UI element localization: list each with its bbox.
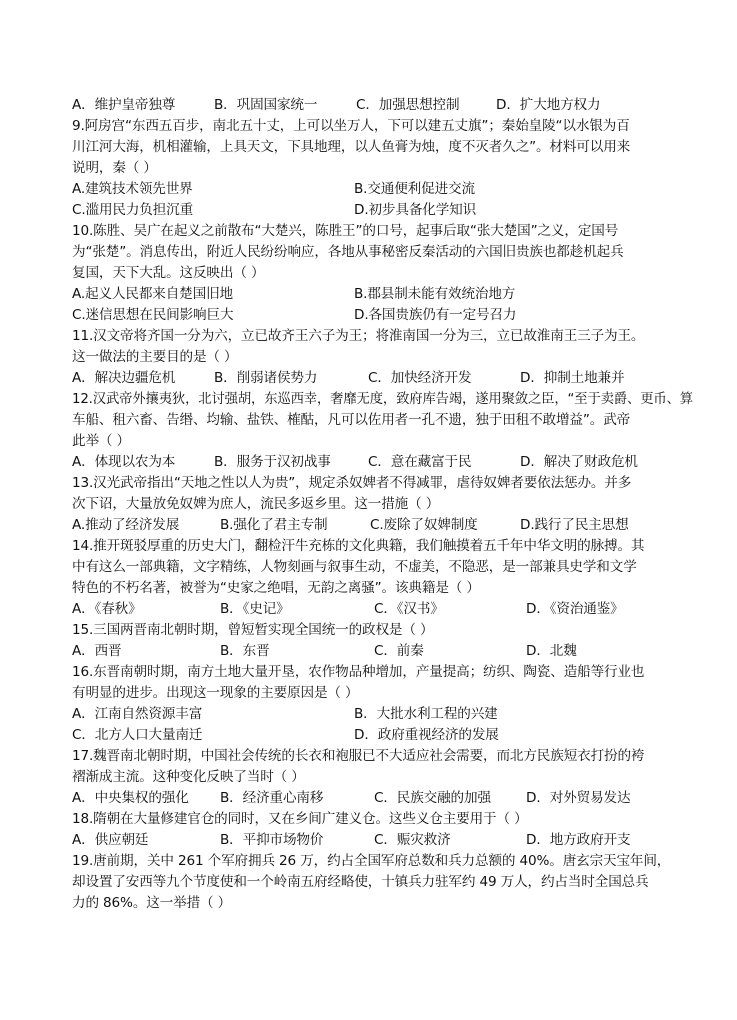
q17-option-a: A．中央集权的强化 — [72, 790, 189, 806]
q11-option-c: C．加快经济开发 — [368, 370, 472, 386]
q16-option-a: A．江南自然资源丰富 — [72, 706, 203, 722]
q18-options — [0, 831, 737, 849]
q15-options — [0, 642, 737, 660]
q8-option-c: C．加强思想控制 — [356, 97, 460, 113]
q9-options-row-1 — [0, 180, 737, 198]
q17-option-c: C．民族交融的加强 — [374, 790, 491, 806]
q16-option-d: D．政府重视经济的发展 — [354, 727, 499, 743]
q12-option-a: A．体现以农为本 — [72, 454, 176, 470]
q18-option-a: A．供应朝廷 — [72, 832, 149, 848]
q17-options — [0, 789, 737, 807]
q9-option-d: D.初步具备化学知识 — [354, 202, 477, 218]
q15-stem-line-1: 15.三国两晋南北朝时期，曾短暂实现全国统一的政权是（ ） — [72, 622, 434, 638]
q17-option-b: B．经济重心南移 — [220, 790, 324, 806]
q8-option-a: A．维护皇帝独尊 — [72, 97, 176, 113]
q16-options-row-2 — [0, 726, 737, 744]
q17-option-d: D．对外贸易发达 — [526, 790, 631, 806]
q19-stem-line-3: 力的 86%。这一举措（ ） — [72, 895, 232, 911]
q10-option-c: C.迷信思想在民间影响巨大 — [72, 307, 234, 323]
q13-stem-line-2: 次下诏，大量放免奴婢为庶人，流民多返乡里。这一措施（ ） — [72, 496, 440, 512]
q10-stem-line-2: 为“张楚”。消息传出，附近人民纷纷响应，各地从事秘密反秦活动的六国旧贵族也都趁机起兵 — [72, 244, 624, 260]
q9-options-row-2 — [0, 201, 737, 219]
q9-option-c: C.滥用民力负担沉重 — [72, 202, 194, 218]
q11-option-b: B．削弱诸侯势力 — [214, 370, 318, 386]
q13-option-c: C.废除了奴婢制度 — [370, 517, 478, 533]
q12-stem-line-1: 12.汉武帝外攘夷狄，北讨强胡，东巡西幸，奢靡无度，致府库告竭，遂用聚敛之臣，“至于卖爵、更币、算 — [72, 391, 694, 407]
q10-options-row-2 — [0, 306, 737, 324]
q16-option-b: B．大批水利工程的兴建 — [354, 706, 498, 722]
q15-option-c: C．前秦 — [374, 643, 424, 659]
q14-options — [0, 600, 737, 618]
q12-options — [0, 453, 737, 471]
q16-stem-line-1: 16.东晋南朝时期，南方土地大量开垦，农作物品种增加，产量提高；纺织、陶瓷、造船等行业也 — [72, 664, 645, 680]
q14-option-a: A．《春秋》 — [72, 601, 142, 617]
q14-option-b: B．《史记》 — [220, 601, 290, 617]
q16-option-c: C．北方人口大量南迁 — [72, 727, 203, 743]
q17-stem-line-1: 17.魏晋南北朝时期，中国社会传统的长衣和袍服已不大适应社会需要，而北方民族短衣打扮的袴 — [72, 748, 645, 764]
q13-option-b: B.强化了君主专制 — [220, 517, 328, 533]
q18-option-b: B．平抑市场物价 — [220, 832, 324, 848]
q8-option-b: B．巩固国家统一 — [214, 97, 318, 113]
q9-option-a: A.建筑技术领先世界 — [72, 181, 193, 197]
q8-option-d: D．扩大地方权力 — [496, 97, 601, 113]
q11-option-d: D．抑制土地兼并 — [520, 370, 625, 386]
q14-option-c: C．《汉书》 — [374, 601, 444, 617]
q17-stem-line-2: 褶渐成主流。这种变化反映了当时（ ） — [72, 769, 305, 785]
q14-stem-line-1: 14.推开斑驳厚重的历史大门，翻检汗牛充栋的文化典籍，我们触摸着五千年中华文明的脉搏。其 — [72, 538, 645, 554]
q11-options — [0, 369, 737, 387]
q18-option-d: D．地方政府开支 — [526, 832, 631, 848]
q14-stem-line-3: 特色的不朽名著，被誉为“史家之绝唱，无韵之离骚”。该典籍是（ ） — [72, 580, 480, 596]
q13-option-d: D.践行了民主思想 — [520, 517, 629, 533]
q15-option-a: A．西晋 — [72, 643, 122, 659]
q9-stem-line-1: 9.阿房宫“东西五百步，南北五十丈，上可以坐万人，下可以建五丈旗”；秦始皇陵“以水银为百 — [72, 118, 630, 134]
q15-option-b: B．东晋 — [220, 643, 270, 659]
q10-options-row-1 — [0, 285, 737, 303]
q8-options — [0, 96, 737, 114]
q15-option-d: D．北魏 — [526, 643, 577, 659]
q16-options-row-1 — [0, 705, 737, 723]
q11-stem-line-2: 这一做法的主要目的是（ ） — [72, 349, 238, 365]
q18-option-c: C．赈灾救济 — [374, 832, 451, 848]
q9-option-b: B.交通便利促进交流 — [354, 181, 475, 197]
q19-stem-line-1: 19.唐前期，关中 261 个军府拥兵 26 万，约占全国军府总数和兵力总额的 40%。唐玄宗天宝年间， — [72, 853, 671, 869]
q10-option-b: B.郡县制未能有效统治地方 — [354, 286, 516, 302]
q14-option-d: D．《资治通鉴》 — [526, 601, 624, 617]
q12-stem-line-3: 此举（ ） — [72, 433, 130, 449]
q12-option-d: D．解决了财政危机 — [520, 454, 638, 470]
q9-stem-line-2: 川江河大海，机相灌输，上具天文，下具地理，以人鱼膏为烛，度不灭者久之”。材料可以用来 — [72, 139, 631, 155]
q12-option-b: B．服务于汉初战事 — [214, 454, 331, 470]
q11-stem-line-1: 11.汉文帝将齐国一分为六，立已故齐王六子为王；将淮南国一分为三，立已故淮南王三子为王。 — [72, 328, 645, 344]
q10-option-d: D.各国贵族仍有一定号召力 — [354, 307, 517, 323]
q19-stem-line-2: 却设置了安西等九个节度使和一个岭南五府经略使，十镇兵力驻军约 49 万人，约占当时全国总兵 — [72, 874, 649, 890]
q9-stem-line-3: 说明，秦（ ） — [72, 160, 157, 176]
q13-stem-line-1: 13.汉光武帝指出“天地之性以人为贵”，规定杀奴婢者不得减罪，虐待奴婢者要依法惩办。并多 — [72, 475, 632, 491]
q13-option-a: A.推动了经济发展 — [72, 517, 180, 533]
q14-stem-line-2: 中有这么一部典籍，文字精练，人物刻画与叙事生动，不虚美，不隐恶，是一部兼具史学和文学 — [72, 559, 637, 575]
q16-stem-line-2: 有明显的进步。出现这一现象的主要原因是（ ） — [72, 685, 359, 701]
q10-stem-line-3: 复国，天下大乱。这反映出（ ） — [72, 265, 265, 281]
q10-option-a: A.起义人民都来自楚国旧地 — [72, 286, 233, 302]
q18-stem-line-1: 18.隋朝在大量修建官仓的同时，又在乡间广建义仓。这些义仓主要用于（ ） — [72, 811, 528, 827]
q12-option-c: C．意在藏富于民 — [368, 454, 472, 470]
q11-option-a: A．解决边疆危机 — [72, 370, 176, 386]
q13-options — [0, 516, 737, 534]
q10-stem-line-1: 10.陈胜、吴广在起义之前散布“大楚兴，陈胜王”的口号，起事后取“张大楚国”之义，定国号 — [72, 223, 619, 239]
q12-stem-line-2: 车船、租六畜、告缗、均输、盐铁、榷酤，凡可以佐用者一孔不遗，独于田租不敢增益”。武帝 — [72, 412, 631, 428]
